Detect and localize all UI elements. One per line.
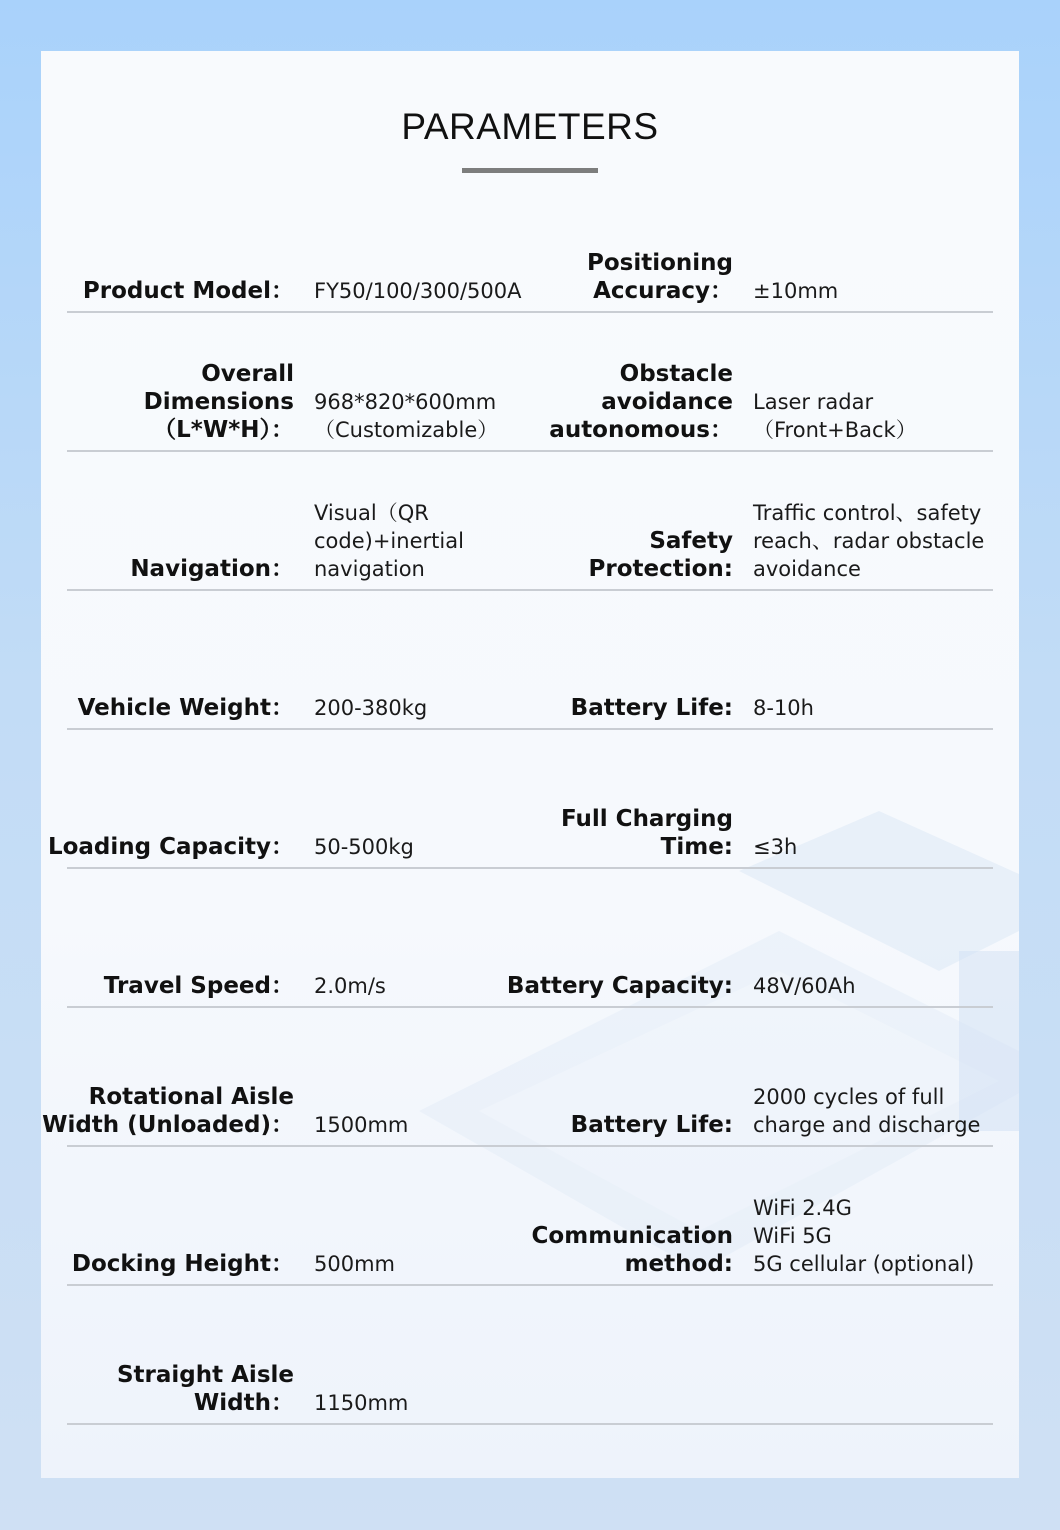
parameter-value-line: Laser radar	[753, 390, 874, 414]
parameter-label-line: Vehicle Weight：	[77, 695, 294, 721]
parameter-label	[507, 972, 733, 1000]
parameter-label-line: Rotational Aisle	[88, 1084, 294, 1110]
parameter-value-line: FY50/100/300/500A	[314, 279, 522, 303]
parameter-value	[314, 833, 534, 861]
parameter-value	[753, 1083, 993, 1139]
parameter-label-line: Battery Life:	[570, 1112, 733, 1138]
parameter-value-line: avoidance	[753, 557, 861, 581]
parameter-value-line: 48V/60Ah	[753, 974, 856, 998]
parameter-label	[72, 1250, 294, 1278]
parameter-value-line: navigation	[314, 557, 425, 581]
parameter-label	[144, 360, 294, 444]
parameter-row	[67, 1284, 993, 1425]
parameter-label	[83, 277, 294, 305]
parameter-value	[314, 277, 534, 305]
parameter-row	[47, 728, 993, 869]
parameter-value-line: code)+inertial	[314, 529, 464, 553]
parameter-value	[314, 972, 534, 1000]
parameter-label-line: （L*W*H）：	[153, 417, 294, 443]
parameter-label-line: Width：	[193, 1390, 294, 1416]
parameter-label-line: Safety	[649, 528, 733, 554]
parameter-value-line: 200-380kg	[314, 696, 428, 720]
parameter-label-line: autonomous：	[549, 417, 733, 443]
parameter-label-line: Battery Life:	[570, 695, 733, 721]
parameter-value	[753, 1194, 993, 1278]
parameter-value	[753, 277, 993, 305]
parameter-value	[314, 694, 534, 722]
parameter-value-line: WiFi 5G	[753, 1224, 832, 1248]
parameter-label	[42, 1083, 294, 1139]
parameter-label-line: Product Model：	[82, 278, 294, 304]
parameter-label-line: Time:	[660, 834, 733, 860]
parameter-value-line: 50-500kg	[314, 835, 414, 859]
parameter-label	[130, 555, 294, 583]
parameter-label-line: Accuracy：	[593, 278, 733, 304]
parameter-label	[571, 694, 733, 722]
parameter-value	[753, 833, 993, 861]
parameter-row	[67, 589, 993, 730]
parameter-value	[314, 499, 534, 583]
parameter-row	[42, 1006, 993, 1147]
parameter-value-line: ≤3h	[753, 835, 798, 859]
parameter-label-line: Battery Capacity:	[506, 973, 733, 999]
parameter-label	[571, 1111, 733, 1139]
parameter-value-line: reach、radar obstacle	[753, 529, 985, 553]
parameter-value-line: （Customizable）	[314, 418, 499, 442]
parameter-row	[67, 867, 993, 1008]
parameter-label	[587, 249, 733, 305]
parameter-value	[314, 1389, 534, 1417]
parameter-value	[753, 499, 993, 583]
parameter-value	[753, 694, 993, 722]
parameter-label-line: Full Charging	[560, 806, 733, 832]
parameter-value-line: 8-10h	[753, 696, 814, 720]
parameter-value-line: 968*820*600mm	[314, 390, 497, 414]
parameter-value-line: 1150mm	[314, 1391, 409, 1415]
parameter-value	[753, 388, 993, 444]
parameter-label	[48, 833, 294, 861]
page-title: PARAMETERS	[401, 106, 659, 147]
parameter-value-line: 500mm	[314, 1252, 395, 1276]
parameter-label	[589, 527, 733, 583]
parameter-label	[561, 805, 733, 861]
parameters-card	[41, 51, 1019, 1478]
parameter-label	[104, 972, 294, 1000]
parameter-row	[67, 172, 993, 313]
parameter-value-line: 2000 cycles of full	[753, 1085, 945, 1109]
parameter-label-line: Dimensions	[143, 389, 294, 415]
parameter-label-line: Width (Unloaded)：	[42, 1112, 294, 1138]
parameter-value-line: Visual（QR	[314, 501, 429, 525]
parameter-value-line: 2.0m/s	[314, 974, 386, 998]
parameter-value-line: 5G cellular (optional)	[753, 1252, 975, 1276]
parameter-value	[314, 1111, 534, 1139]
parameter-value-line: （Front+Back）	[753, 418, 917, 442]
parameter-value-line: 1500mm	[314, 1113, 409, 1137]
parameter-label-line: Loading Capacity：	[47, 834, 294, 860]
parameter-label-line: Obstacle	[619, 361, 733, 387]
parameter-label-line: Travel Speed：	[103, 973, 294, 999]
parameter-value	[314, 388, 534, 444]
parameter-label-line: Docking Height：	[71, 1251, 294, 1277]
parameter-value	[314, 1250, 534, 1278]
parameter-label-line: Overall	[201, 361, 294, 387]
parameter-label-line: Navigation：	[130, 556, 294, 582]
parameter-label	[117, 1361, 294, 1417]
parameter-row	[67, 311, 993, 452]
parameter-label	[78, 694, 294, 722]
parameter-value-line: ±10mm	[753, 279, 839, 303]
parameter-row	[67, 1145, 993, 1286]
parameter-label	[532, 1222, 733, 1278]
parameter-row	[67, 450, 993, 591]
parameter-label-line: Protection:	[588, 556, 733, 582]
parameter-value	[753, 972, 993, 1000]
parameter-value-line: Traffic control、safety	[753, 501, 982, 525]
parameter-label-line: Communication	[531, 1223, 733, 1249]
parameter-value-line: WiFi 2.4G	[753, 1196, 852, 1220]
parameter-label	[549, 360, 733, 444]
parameter-label-line: Straight Aisle	[116, 1362, 294, 1388]
parameter-value-line: charge and discharge	[753, 1113, 981, 1137]
parameter-label-line: avoidance	[601, 389, 733, 415]
parameter-label-line: Positioning	[586, 250, 733, 276]
parameter-label-line: method:	[624, 1251, 733, 1277]
